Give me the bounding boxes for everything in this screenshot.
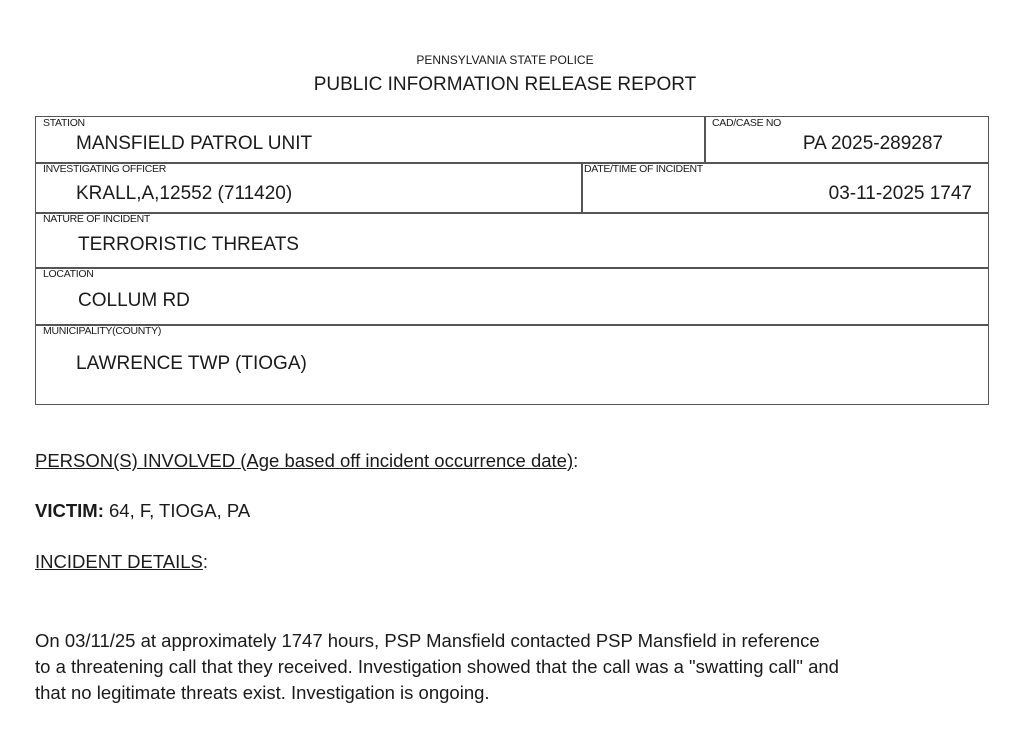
persons-colon: : <box>573 450 579 471</box>
persons-heading-text: PERSON(S) INVOLVED (Age based off incident occurrence date) <box>35 450 574 471</box>
location-label: LOCATION <box>43 268 94 280</box>
case-no-label: CAD/CASE NO <box>712 117 782 129</box>
municipality-cell <box>35 324 989 405</box>
datetime-value: 03-11-2025 1747 <box>828 183 972 204</box>
details-colon: : <box>202 551 209 572</box>
agency-name: PENNSYLVANIA STATE POLICE <box>416 53 594 67</box>
location-cell <box>35 267 989 326</box>
station-value: MANSFIELD PATROL UNIT <box>76 133 313 154</box>
persons-heading <box>35 450 578 472</box>
municipality-label: MUNICIPALITY(COUNTY) <box>43 325 162 337</box>
details-heading-text: INCIDENT DETAILS <box>35 551 203 572</box>
datetime-cell <box>581 162 989 214</box>
case-no-cell <box>704 116 989 164</box>
details-line-3: that no legitimate threats exist. Investigation is ongoing. <box>35 682 490 703</box>
officer-value: KRALL,A,12552 (711420) <box>76 183 293 204</box>
officer-cell <box>35 162 583 214</box>
report-title: PUBLIC INFORMATION RELEASE REPORT <box>313 74 697 95</box>
location-value: COLLUM RD <box>78 290 190 311</box>
station-label: STATION <box>43 117 85 129</box>
victim-value: 64, F, TIOGA, PA <box>103 500 251 521</box>
details-line-1: On 03/11/25 at approximately 1747 hours, PSP Mansfield contacted PSP Mansfield in reference <box>35 630 820 651</box>
case-no-value: PA 2025-289287 <box>802 133 943 154</box>
datetime-label: DATE/TIME OF INCIDENT <box>584 163 703 175</box>
nature-value: TERRORISTIC THREATS <box>78 234 299 255</box>
victim-line <box>35 500 250 522</box>
station-cell <box>35 116 706 164</box>
officer-label: INVESTIGATING OFFICER <box>43 163 167 175</box>
details-heading <box>35 551 208 573</box>
nature-cell <box>35 212 989 269</box>
details-line-2: to a threatening call that they received. Investigation showed that the call was a "swatting call" and <box>35 656 839 677</box>
nature-label: NATURE OF INCIDENT <box>43 213 150 225</box>
municipality-value: LAWRENCE TWP (TIOGA) <box>76 353 307 374</box>
victim-label: VICTIM: <box>35 500 104 521</box>
